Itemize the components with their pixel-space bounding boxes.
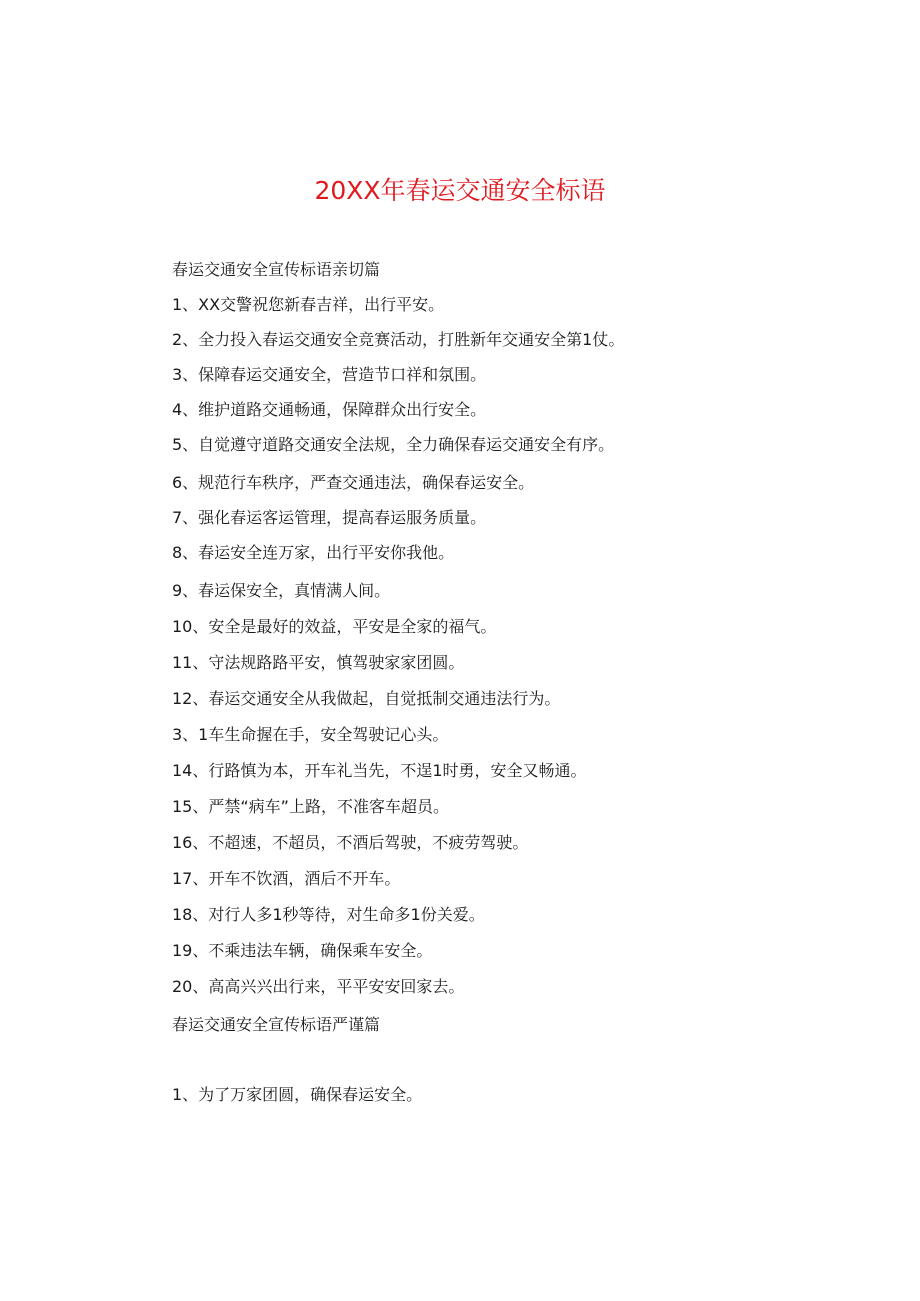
slogan-item: 10、安全是最好的效益，平安是全家的福气。: [172, 617, 497, 636]
slogan-item: 6、规范行车秩序，严查交通违法，确保春运安全。: [172, 473, 535, 492]
slogan-item: 2、全力投入春运交通安全竞赛活动，打胜新年交通安全第1仗。: [172, 330, 625, 349]
slogan-item: 7、强化春运客运管理，提高春运服务质量。: [172, 508, 487, 527]
slogan-item: 14、行路慎为本，开车礼当先，不逞1时勇，安全又畅通。: [172, 761, 587, 780]
slogan-item: 18、对行人多1秒等待，对生命多1份关爱。: [172, 905, 485, 924]
slogan-item: 15、严禁“病车”上路，不准客车超员。: [172, 797, 449, 816]
slogan-item: 4、维护道路交通畅通，保障群众出行安全。: [172, 400, 487, 419]
slogan-item: 1、XX交警祝您新春吉祥，出行平安。: [172, 295, 445, 314]
slogan-item: 17、开车不饮酒，酒后不开车。: [172, 869, 401, 888]
document-title: 20XX年春运交通安全标语: [314, 176, 606, 205]
section-heading-friendly: 春运交通安全宣传标语亲切篇: [172, 260, 381, 279]
slogan-item: 9、春运保安全，真情满人间。: [172, 581, 391, 600]
slogan-item: 3、保障春运交通安全，营造节口祥和氛围。: [172, 365, 487, 384]
slogan-item: 8、春运安全连万家，出行平安你我他。: [172, 543, 455, 562]
slogan-item: 11、守法规路路平安，慎驾驶家家团圆。: [172, 653, 465, 672]
slogan-item: 16、不超速，不超员，不酒后驾驶，不疲劳驾驶。: [172, 833, 529, 852]
slogan-item: 12、春运交通安全从我做起，自觉抵制交通违法行为。: [172, 689, 561, 708]
slogan-item: 1、为了万家团圆，确保春运安全。: [172, 1085, 423, 1104]
slogan-item: 20、高高兴兴出行来，平平安安回家去。: [172, 977, 465, 996]
section-heading-rigorous: 春运交通安全宣传标语严谨篇: [172, 1015, 381, 1034]
slogan-item: 5、自觉遵守道路交通安全法规，全力确保春运交通安全有序。: [172, 435, 615, 454]
slogan-item: 3、1车生命握在手，安全驾驶记心头。: [172, 725, 449, 744]
slogan-item: 19、不乘违法车辆，确保乘车安全。: [172, 941, 433, 960]
